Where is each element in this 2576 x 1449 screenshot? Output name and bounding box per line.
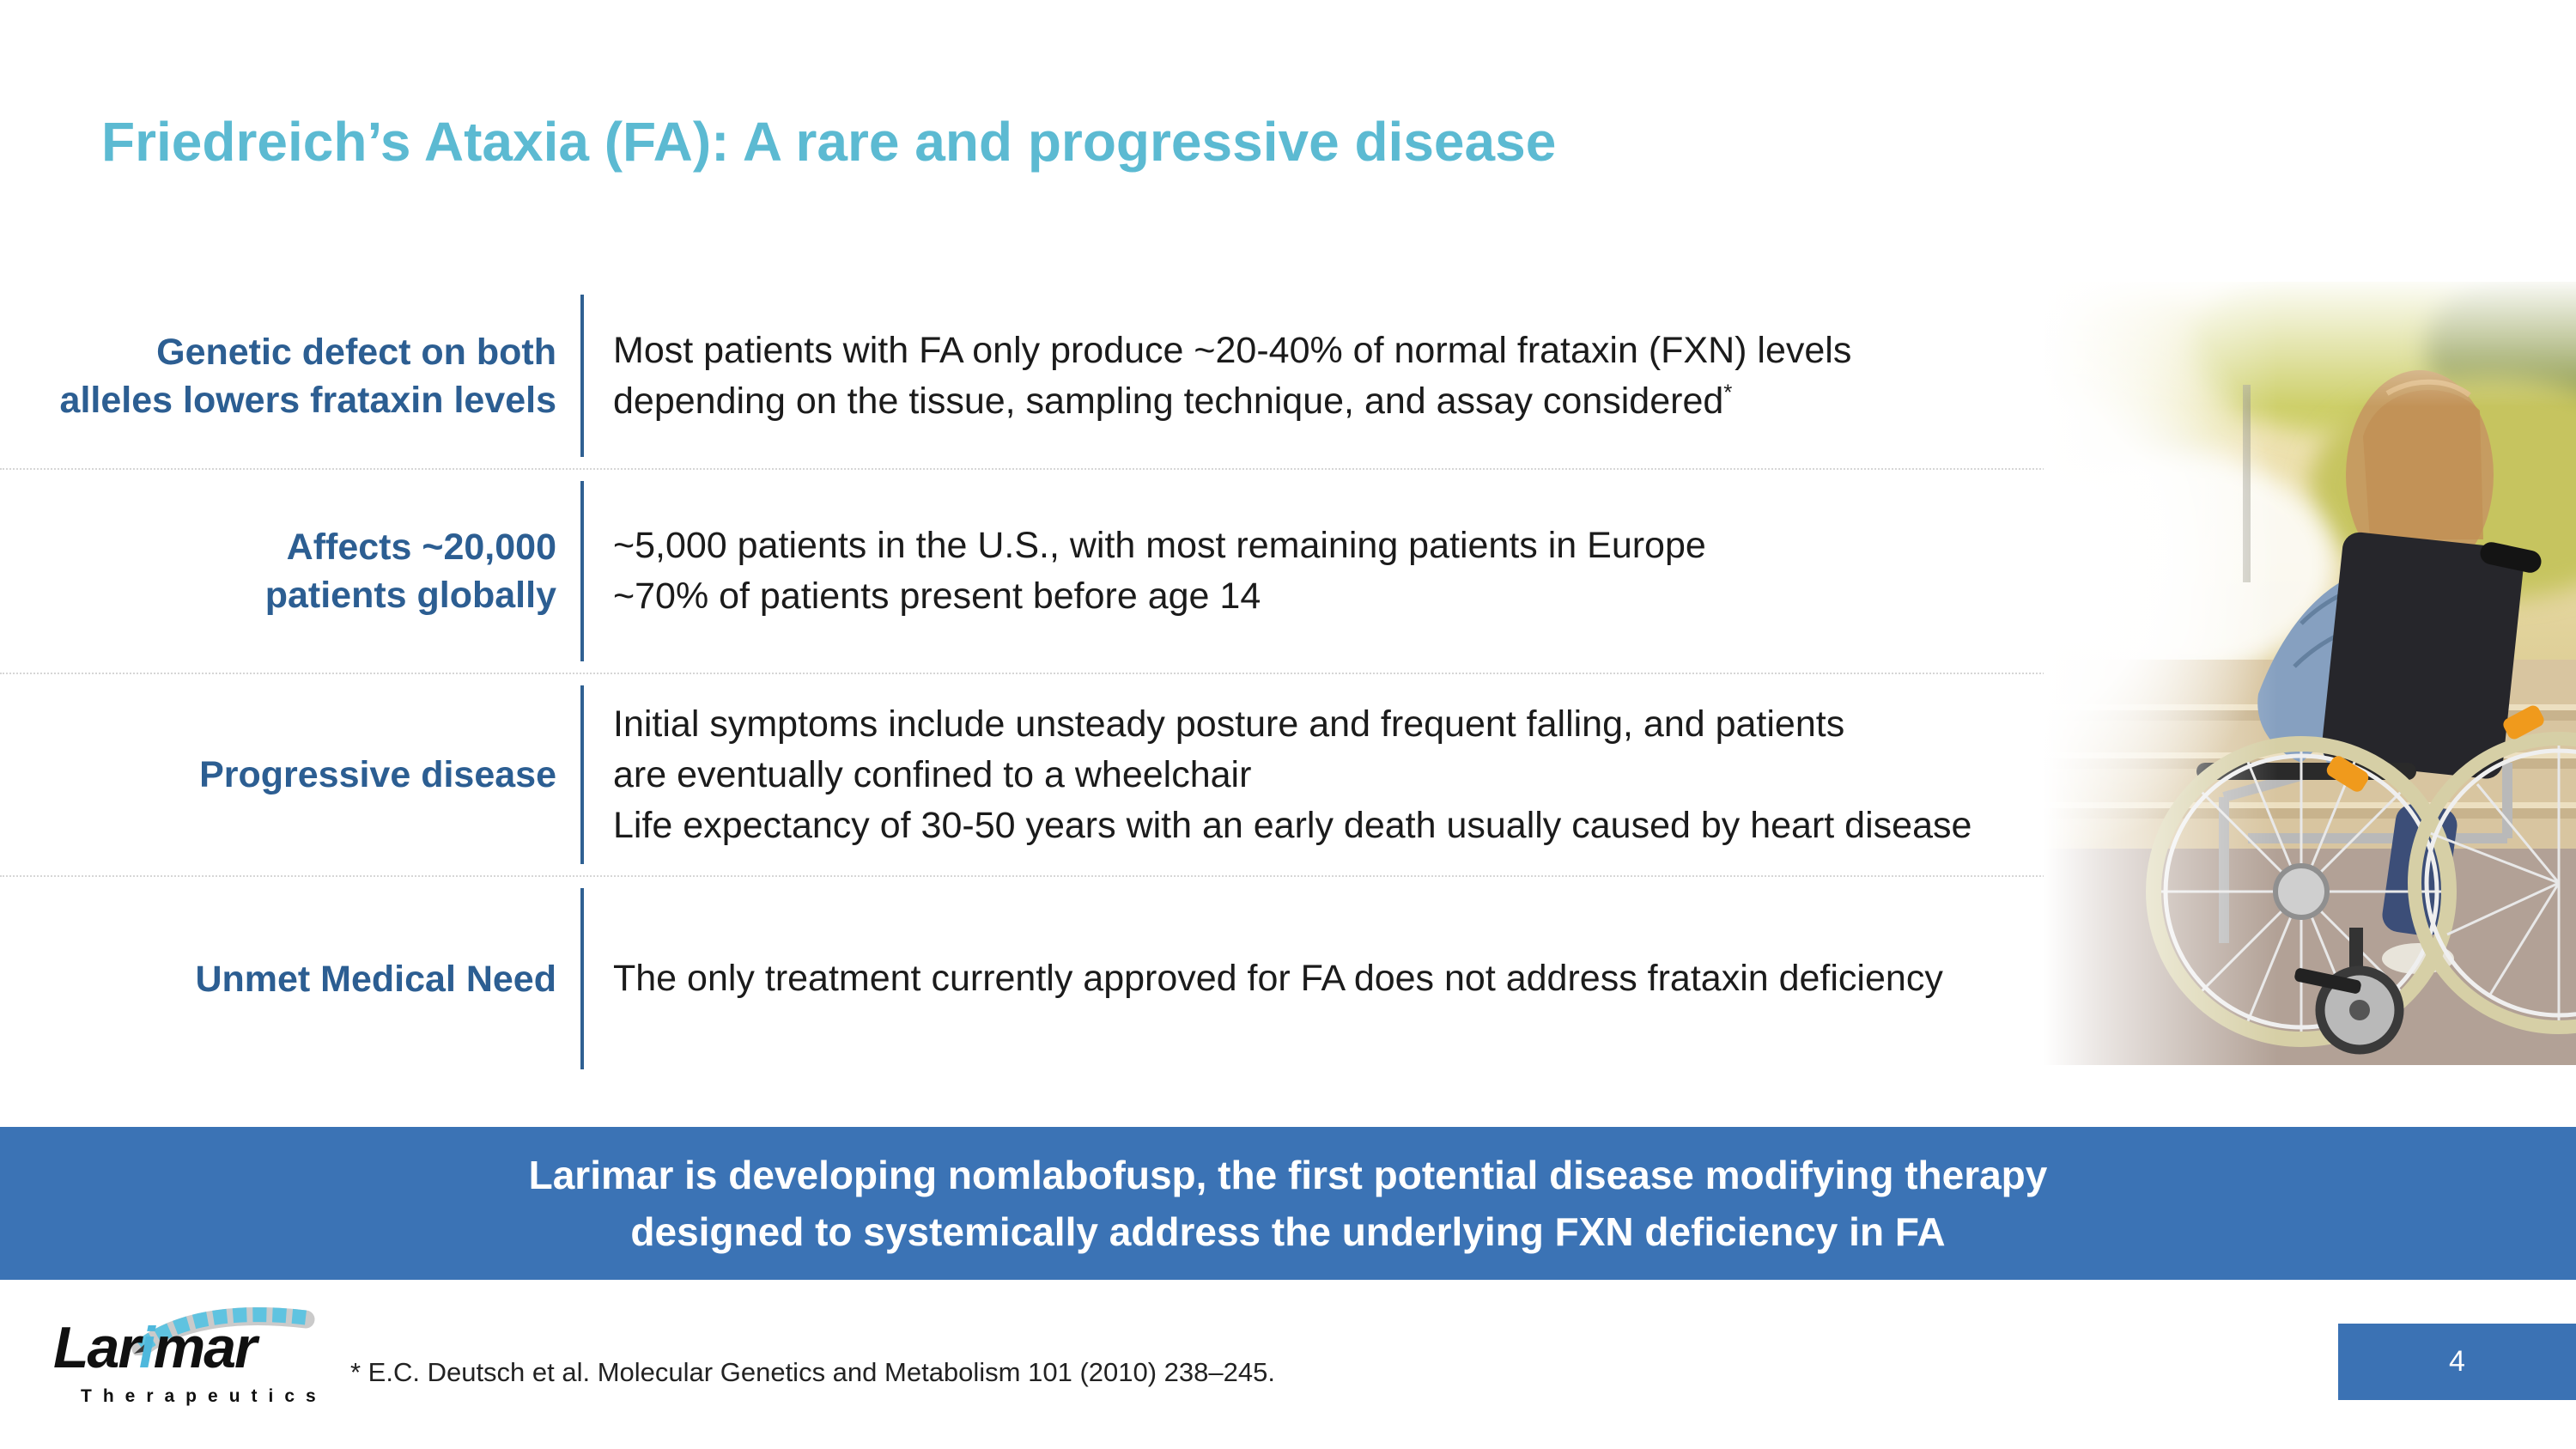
row-label	[0, 523, 580, 619]
banner-line: designed to systemically address the underlying FXN deficiency in FA	[630, 1209, 1946, 1254]
logo-accent-i: i	[138, 1315, 154, 1380]
table-row	[0, 674, 2095, 877]
footnote-marker: *	[1723, 379, 1733, 405]
row-label	[0, 955, 580, 1003]
logo-subtitle: Therapeutics	[81, 1386, 327, 1406]
wheelchair-photo-art	[2044, 282, 2576, 1065]
logo-text: Lar	[53, 1315, 139, 1380]
larimar-logo	[53, 1307, 337, 1436]
desc-line: Life expectancy of 30-50 years with an early death usually caused by heart disease	[613, 804, 1972, 846]
table-row	[0, 877, 2095, 1081]
table-row	[0, 470, 2095, 674]
row-description	[584, 953, 1943, 1004]
desc-line	[613, 376, 1851, 427]
row-label	[0, 751, 580, 799]
desc-line: Initial symptoms include unsteady posture and frequent falling, and patients	[613, 703, 1845, 745]
wheelchair-photo	[2044, 282, 2576, 1065]
label-line: Affects ~20,000	[286, 527, 556, 568]
page-number-badge	[2338, 1324, 2576, 1400]
desc-line: The only treatment currently approved for FA does not address frataxin deficiency	[613, 958, 1943, 999]
page-title: Friedreich’s Ataxia (FA): A rare and progressive disease	[101, 111, 1557, 173]
label-line: alleles lowers frataxin levels	[59, 379, 556, 421]
row-description	[584, 521, 1706, 622]
reference-footnote: * E.C. Deutsch et al. Molecular Genetics and Metabolism 101 (2010) 238–245.	[350, 1357, 1275, 1387]
banner-line: Larimar is developing nomlabofusp, the first potential disease modifying therapy	[528, 1153, 2048, 1197]
fa-facts-table	[0, 283, 2095, 1081]
desc-text: depending on the tissue, sampling technique, and assay considered	[613, 380, 1724, 422]
label-line: Genetic defect on both	[156, 331, 556, 373]
table-row	[0, 283, 2095, 470]
bottom-banner	[0, 1127, 2576, 1280]
row-label	[0, 328, 580, 424]
label-line: Progressive disease	[199, 754, 556, 795]
logo-wordmark	[53, 1314, 255, 1381]
desc-line: ~70% of patients present before age 14	[613, 575, 1261, 617]
row-description	[584, 699, 1971, 851]
desc-line: ~5,000 patients in the U.S., with most remaining patients in Europe	[613, 525, 1706, 566]
desc-line: Most patients with FA only produce ~20-40% of normal frataxin (FXN) levels	[613, 329, 1852, 371]
page-number: 4	[2449, 1345, 2465, 1378]
logo-text: mar	[153, 1315, 256, 1380]
label-line: Unmet Medical Need	[195, 958, 556, 1000]
desc-line: are eventually confined to a wheelchair	[613, 753, 1252, 795]
row-description	[584, 326, 1851, 427]
label-line: patients globally	[264, 575, 556, 616]
